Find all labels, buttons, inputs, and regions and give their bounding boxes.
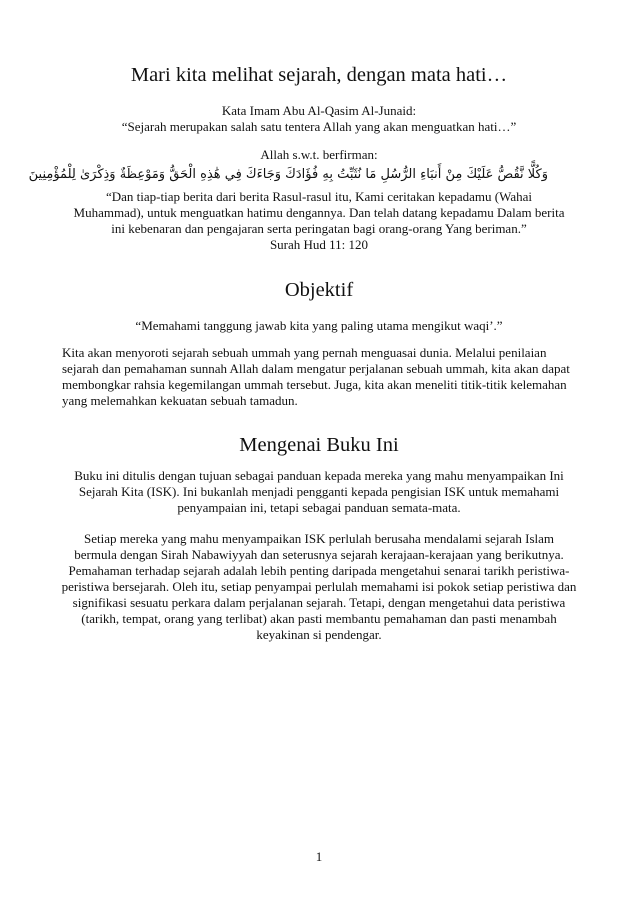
body-line: (tarikh, tempat, orang yang terlibat) akan pasti membantu pemahaman dan pasti menambah: [81, 611, 557, 626]
body-line: bermula dengan Sirah Nabawiyyah dan seterusnya sejarah kerajaan-kerajaan yang berikutnya.: [74, 547, 564, 562]
body-line: penyampaian ini, tetapi sebagai panduan semata-mata.: [177, 500, 461, 515]
verse-translation: [0, 189, 638, 253]
verse-intro: Allah s.w.t. berfirman:: [260, 147, 378, 162]
arabic-verse: وَكُلًّا نَّقُصُّ عَلَيْكَ مِنْ أَنبَاءِ الرُّسُلِ مَا نُثَبِّتُ بِهِ فُؤَادَكَ وَجَاءَكَ فِي هَٰذِهِ الْحَقُّ وَمَوْعِظَةٌ وَذِكْرَىٰ لِلْمُؤْمِنِينَ: [28, 167, 548, 182]
objektif-heading: Objektif: [284, 279, 354, 301]
buku-paragraph-1: [0, 468, 638, 516]
buku-paragraph-2: [0, 531, 638, 643]
buku-heading: Mengenai Buku Ini: [239, 434, 399, 456]
body-line: yang melemahkan kekuatan sebuah tamadun.: [62, 393, 298, 408]
page-title: Mari kita melihat sejarah, dengan mata hati…: [130, 64, 508, 86]
page-number: 1: [315, 849, 323, 864]
body-line: signifikasi sesuatu perkara dalam perjalanan sejarah. Tetapi, dengan mengetahui data peristiwa: [72, 595, 566, 610]
verse-reference: Surah Hud 11: 120: [269, 237, 369, 252]
translation-line: Muhammad), untuk menguatkan hatimu dengannya. Dan telah datang kepadamu Dalam berita: [73, 205, 565, 220]
objektif-quote: “Memahami tanggung jawab kita yang paling utama mengikut waqi’.”: [135, 318, 503, 333]
translation-line: “Dan tiap-tiap berita dari berita Rasul-rasul itu, Kami ceritakan kepadamu (Wahai: [106, 189, 532, 204]
body-line: Pemahaman terhadap sejarah adalah lebih penting daripada mengetahui senarai tarikh peristiwa-: [68, 563, 570, 578]
junaid-quote: [0, 103, 638, 135]
body-line: sejarah dan pemahaman sunnah Allah dalam mengatur perjalanan sebuah ummah, kita akan dapat: [62, 361, 570, 376]
body-line: Kita akan menyoroti sejarah sebuah ummah yang pernah menguasai dunia. Melalui penilaian: [62, 345, 547, 360]
quote-text: “Sejarah merupakan salah satu tentera Allah yang akan menguatkan hati…”: [121, 119, 517, 134]
body-line: Setiap mereka yang mahu menyampaikan ISK perlulah berusaha mendalami sejarah Islam: [84, 531, 554, 546]
body-line: Sejarah Kita (ISK). Ini bukanlah menjadi pengganti kepada pengisian ISK untuk memahami: [78, 484, 560, 499]
body-line: keyakinan si pendengar.: [256, 627, 382, 642]
translation-line: ini kebenaran dan pengajaran serta peringatan bagi orang-orang Yang beriman.”: [111, 221, 527, 236]
objektif-body: [62, 345, 582, 409]
body-line: peristiwa bersejarah. Oleh itu, setiap penyampai perlulah memahami isi pokok setiap peristiwa dan: [61, 579, 577, 594]
quote-attribution: Kata Imam Abu Al-Qasim Al-Junaid:: [221, 103, 417, 118]
body-line: membongkar rahsia kegemilangan ummah tersebut. Juga, kita akan meneliti titik-titik kelemahan: [62, 377, 567, 392]
body-line: Buku ini ditulis dengan tujuan sebagai panduan kepada mereka yang mahu menyampaikan Ini: [74, 468, 564, 483]
